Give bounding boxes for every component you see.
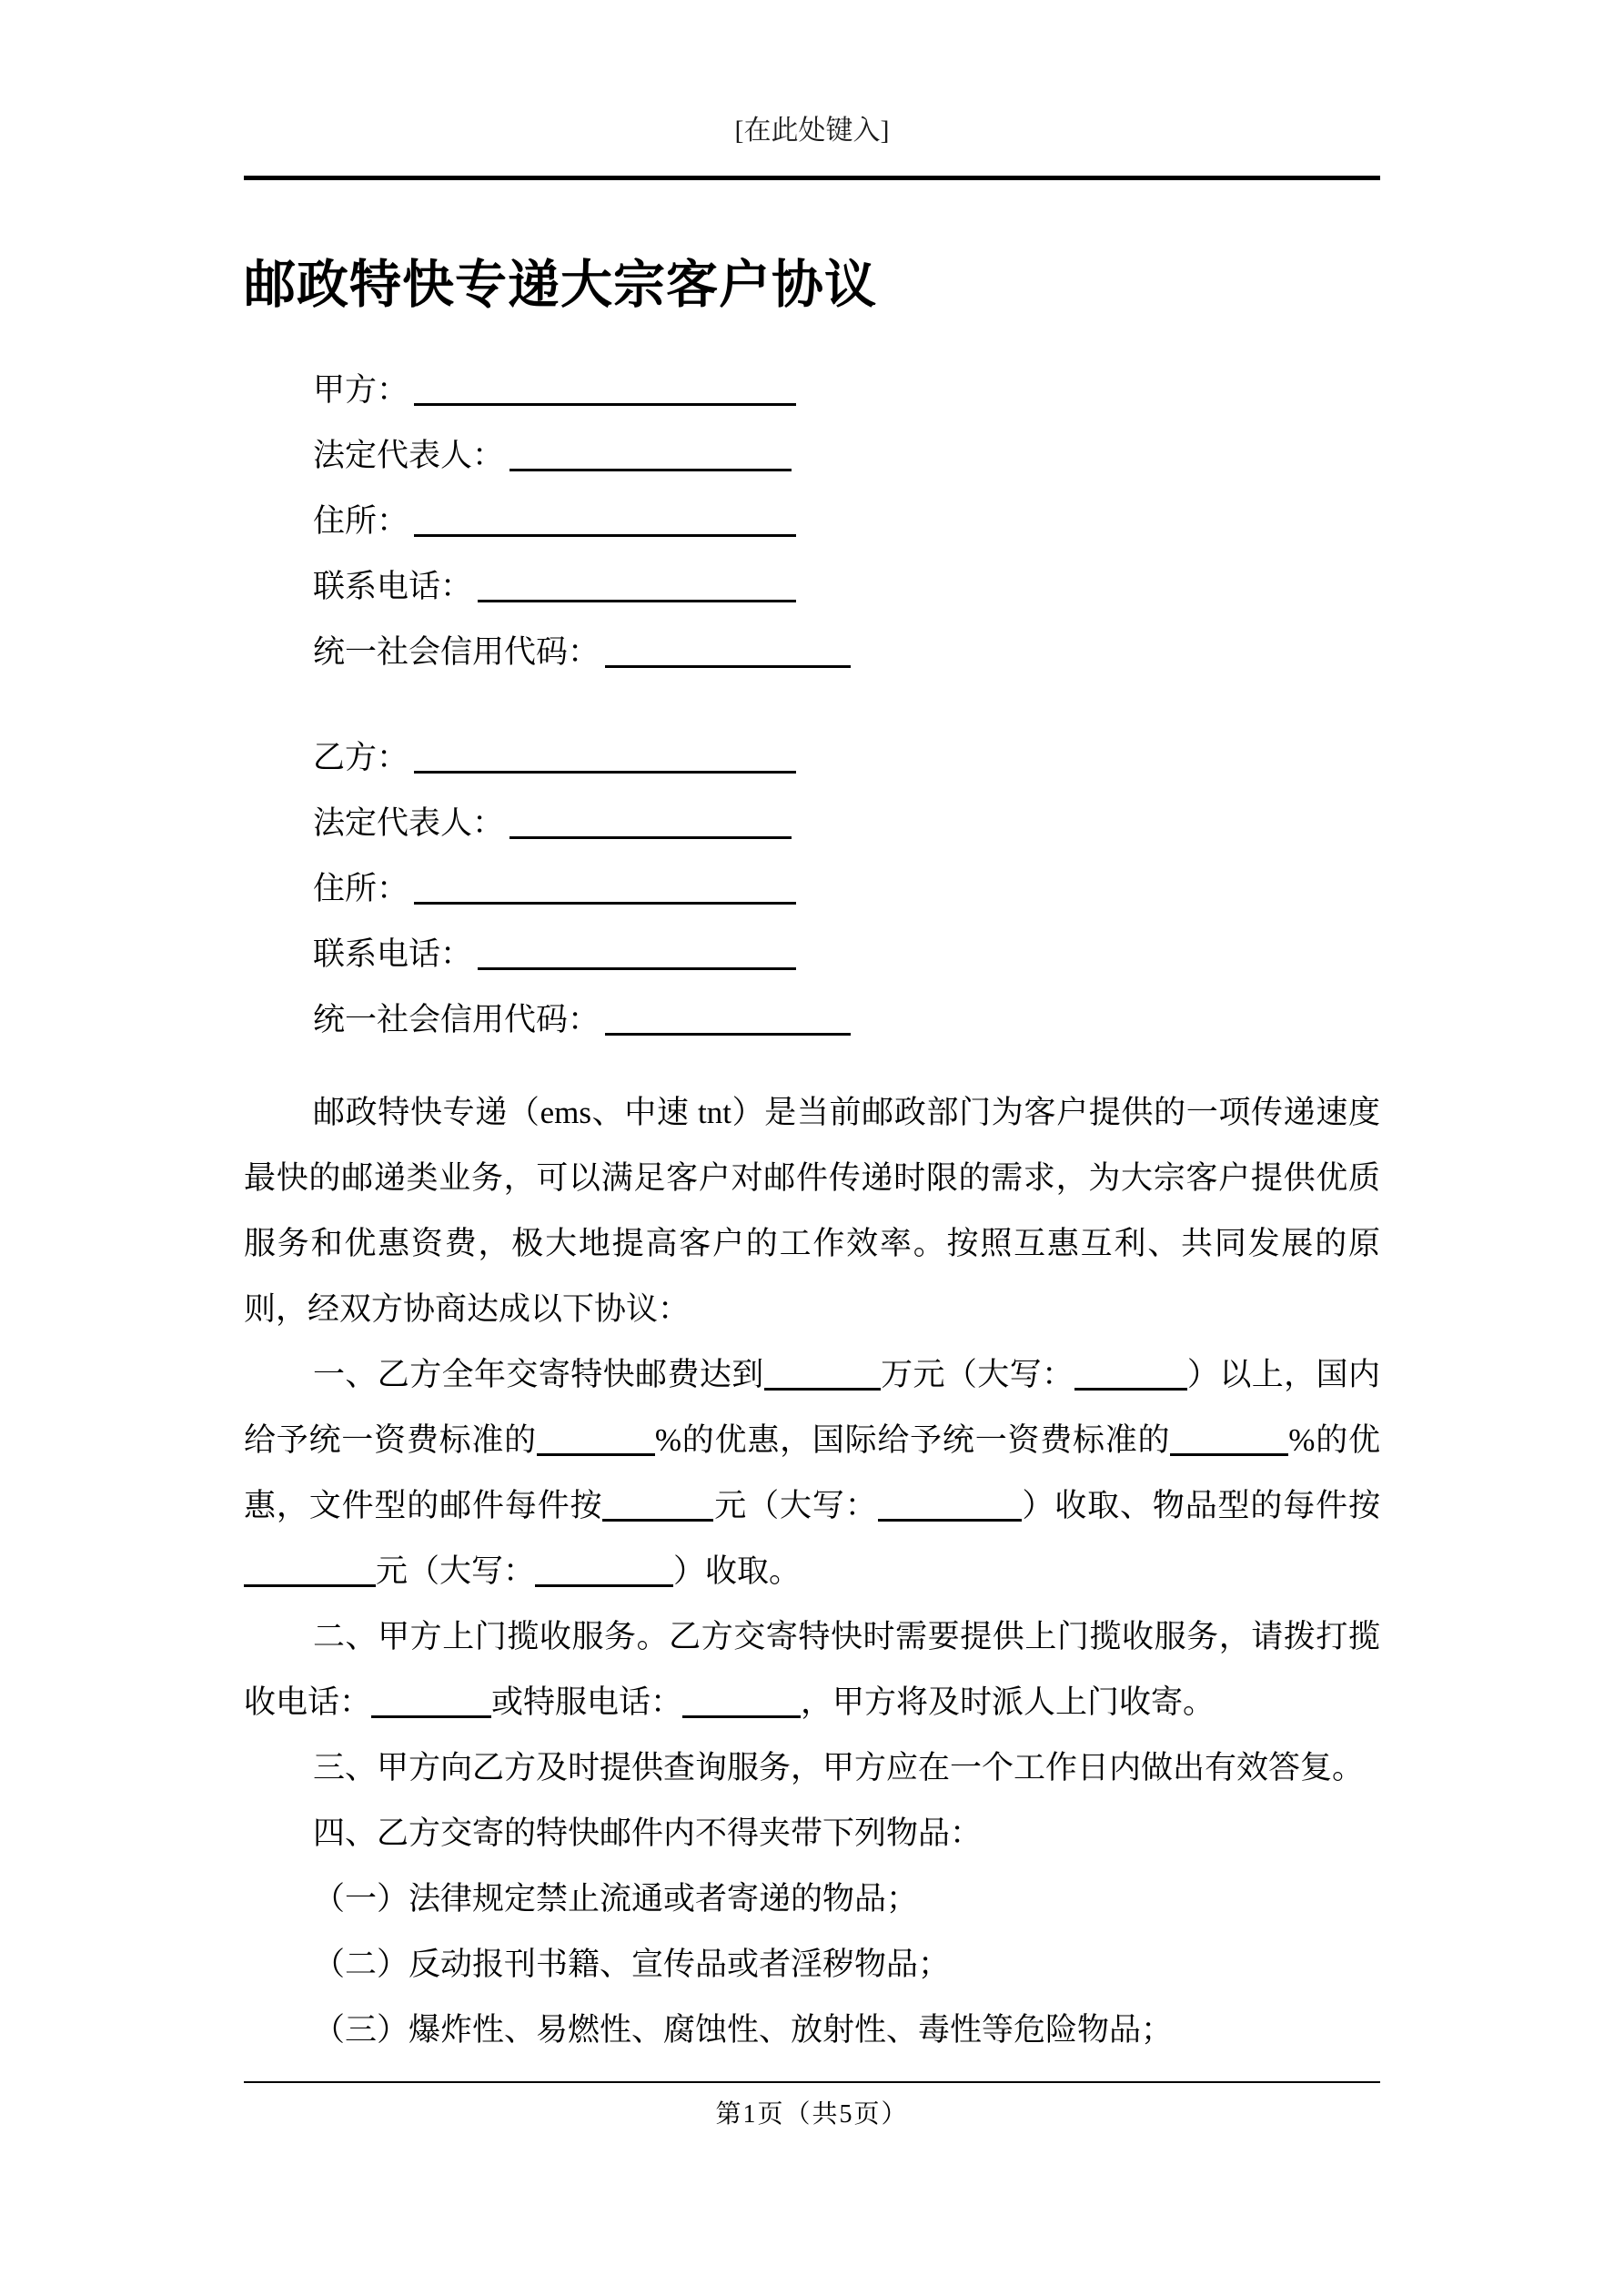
fill-in-line (371, 1706, 491, 1718)
party-a-form-row (244, 358, 1380, 423)
fill-in-line (537, 1444, 655, 1456)
agreement-paragraphs (244, 1080, 1380, 2063)
fill-in-line (478, 591, 796, 602)
footer-rule (244, 2081, 1380, 2083)
fill-in-line (414, 525, 796, 537)
fill-in-line (682, 1706, 801, 1718)
form-label: 法定代表人： (313, 805, 505, 841)
clause-4: 四、乙方交寄的特快邮件内不得夹带下列物品： (313, 1816, 983, 1851)
party-a-form-block (244, 358, 1380, 685)
party-a-form-row (244, 423, 1380, 489)
header-placeholder: [在此处键入] (734, 116, 890, 146)
party-a-form-row (244, 554, 1380, 620)
fill-in-line (535, 1575, 673, 1587)
party-b-form-row (244, 725, 1380, 791)
clause-2: 二、甲方上门揽收服务。乙方交寄特快时需要提供上门揽收服务，请拨打揽收电话： 或特服电话： ，甲方将及时派人上门收寄。 (244, 1619, 1380, 1720)
party-a-form-row (244, 620, 1380, 685)
form-label: 联系电话： (313, 936, 473, 972)
fill-in-line (414, 394, 796, 406)
intro-paragraph: 邮政特快专递（ems、中速 tnt）是当前邮政部门为客户提供的一项传递速度最快的邮递类业务，可以满足客户对邮件传递时限的需求，为大宗客户提供优质服务和优惠资费，极大地提高客户的工作效率。按照互惠互利、共同发展的原则，经双方协商达成以下协议： (244, 1095, 1380, 1327)
form-label: 统一社会信用代码： (313, 1002, 600, 1037)
form-label: 法定代表人： (313, 438, 505, 473)
fill-in-line (414, 762, 796, 774)
prohibited-item-1: （一）法律规定禁止流通或者寄递的物品； (313, 1881, 919, 1917)
form-label: 乙方： (313, 740, 409, 775)
party-a-form-row (244, 489, 1380, 554)
document-header (0, 113, 1624, 149)
fill-in-line (1170, 1444, 1288, 1456)
fill-in-line (509, 827, 792, 839)
document-body (244, 223, 1380, 2063)
fill-in-line (478, 958, 796, 970)
page-number: 第1页（共5页） (715, 2100, 909, 2129)
party-b-form-row (244, 791, 1380, 856)
form-label: 统一社会信用代码： (313, 634, 600, 670)
party-b-form-row (244, 856, 1380, 922)
form-label: 住所： (313, 871, 409, 906)
clause-3: 三、甲方向乙方及时提供查询服务，甲方应在一个工作日内做出有效答复。 (313, 1750, 1365, 1785)
fill-in-line (605, 656, 851, 668)
clause-1: 一、乙方全年交寄特快邮费达到 万元（大写： ）以上，国内给予统一资费标准的 %的优惠，国际给予统一资费标准的 %的优惠，文件型的邮件每件按 元（大写： ）收取、物品型的每件按元（大写： ）收取。 (244, 1357, 1380, 1589)
fill-in-line (764, 1379, 881, 1391)
party-b-form-block (244, 725, 1380, 1053)
document-title: 邮政特快专递大宗客户协议 (244, 257, 877, 314)
form-label: 甲方： (313, 372, 409, 408)
fill-in-line (605, 1024, 851, 1036)
fill-in-line (1074, 1379, 1187, 1391)
fill-in-line (414, 893, 796, 905)
header-rule (244, 176, 1380, 180)
prohibited-item-2: （二）反动报刊书籍、宣传品或者淫秽物品； (313, 1947, 951, 1982)
party-b-form-row (244, 987, 1380, 1053)
party-b-form-row (244, 922, 1380, 987)
form-label: 住所： (313, 503, 409, 539)
form-label: 联系电话： (313, 569, 473, 604)
fill-in-line (509, 460, 792, 471)
fill-in-line (244, 1575, 376, 1587)
fill-in-line (602, 1510, 713, 1522)
prohibited-item-3: （三）爆炸性、易燃性、腐蚀性、放射性、毒性等危险物品； (313, 2012, 1174, 2048)
fill-in-line (878, 1510, 1022, 1522)
